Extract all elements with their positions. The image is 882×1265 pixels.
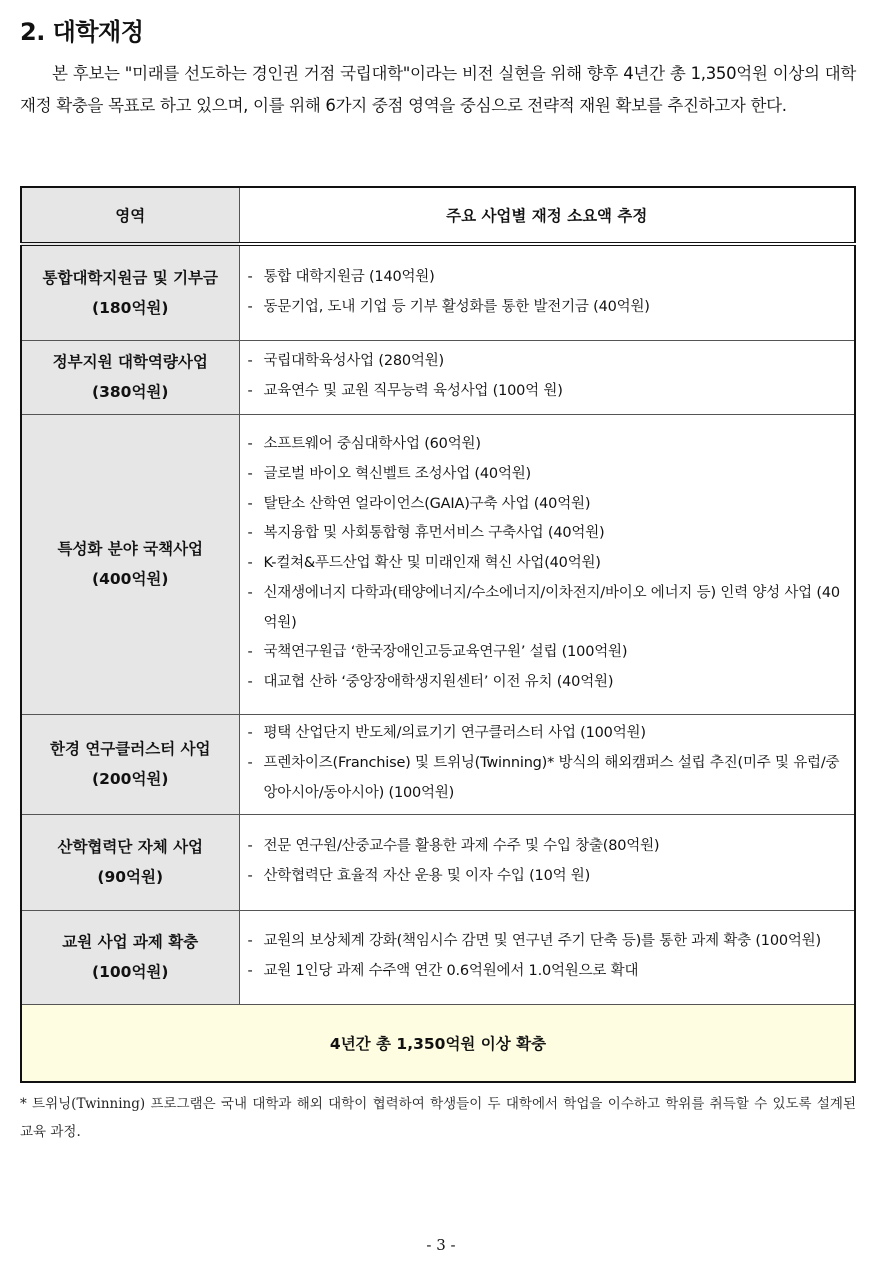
bullet-dash: - bbox=[247, 933, 253, 950]
area-cell bbox=[21, 910, 239, 1004]
item-text: 교육연수 및 교원 직무능력 육성사업 (100억 원) bbox=[263, 383, 563, 399]
bullet-dash: - bbox=[247, 673, 253, 690]
bullet-dash: - bbox=[247, 495, 253, 512]
items-cell bbox=[239, 714, 855, 814]
item-text: 평택 산업단지 반도체/의료기기 연구클러스터 사업 (100억원) bbox=[263, 725, 646, 742]
list-item bbox=[248, 638, 847, 668]
bullet-dash: - bbox=[247, 838, 253, 855]
bullet-dash: - bbox=[247, 868, 253, 884]
list-item bbox=[248, 519, 847, 549]
section-title: 2. 대학재정 bbox=[20, 18, 144, 46]
item-text: 소프트웨어 중심대학사업 (60억원) bbox=[263, 436, 481, 453]
item-text: 교원의 보상체계 강화(책임시수 감면 및 연구년 주기 단축 등)를 통한 과제 확충 (100억원) bbox=[263, 933, 821, 950]
area-name: 한경 연구클러스터 사업 bbox=[49, 740, 211, 758]
item-list bbox=[248, 927, 847, 986]
item-list bbox=[248, 347, 847, 406]
list-item bbox=[248, 549, 847, 579]
list-item bbox=[248, 293, 847, 323]
list-item bbox=[248, 927, 847, 957]
item-text: K-컬쳐&푸드산업 확산 및 미래인재 혁신 사업(40억원) bbox=[263, 555, 601, 572]
table-body bbox=[21, 244, 855, 1004]
area-cell bbox=[21, 244, 239, 340]
bullet-dash: - bbox=[247, 555, 253, 572]
list-item bbox=[248, 430, 847, 460]
bullet-dash: - bbox=[247, 383, 253, 399]
item-text: 국책연구원급 ‘한국장애인고등교육연구원’ 설립 (100억원) bbox=[263, 644, 628, 661]
bullet-dash: - bbox=[247, 353, 253, 370]
item-text: 산학협력단 효율적 자산 운용 및 이자 수입 (10억 원) bbox=[263, 868, 591, 884]
item-text: 글로벌 바이오 혁신벨트 조성사업 (40억원) bbox=[263, 466, 532, 483]
list-item bbox=[248, 862, 847, 892]
item-text: 국립대학육성사업 (280억원) bbox=[263, 353, 444, 370]
bullet-dash: - bbox=[247, 755, 253, 772]
list-item bbox=[248, 832, 847, 862]
table-header-row bbox=[21, 187, 855, 244]
intro-paragraph: 본 후보는 "미래를 선도하는 경인권 거점 국립대학"이라는 비전 실현을 위해 향후 4년간 총 1,350억원 이상의 대학 재정 확충을 목표로 하고 있으며, 이를 위해 6가지 중점 영역을 중심으로 전략적 재원 확보를 추진하고자 한다. bbox=[20, 64, 856, 115]
item-text: 프렌차이즈(Franchise) 및 트위닝(Twinning)* 방식의 해외캠퍼스 설립 추진(미주 및 유럽/중앙아시아/동아시아) (100억원) bbox=[263, 755, 840, 801]
area-cell bbox=[21, 414, 239, 714]
total-summary: 4년간 총 1,350억원 이상 확충 bbox=[21, 1004, 855, 1082]
item-text: 교원 1인당 과제 수주액 연간 0.6억원에서 1.0억원으로 확대 bbox=[263, 963, 639, 979]
footnote: * 트위닝(Twinning) 프로그램은 국내 대학과 해외 대학이 협력하여 학생들이 두 대학에서 학업을 이수하고 학위를 취득할 수 있도록 설계된 교육 과정. bbox=[20, 1096, 856, 1140]
item-text: 신재생에너지 다학과(태양에너지/수소에너지/이차전지/바이오 에너지 등) 인력 양성 사업 (40억원) bbox=[263, 584, 840, 631]
item-list bbox=[248, 719, 847, 808]
list-item bbox=[248, 749, 847, 808]
area-cell bbox=[21, 714, 239, 814]
bullet-dash: - bbox=[247, 963, 253, 979]
table-row bbox=[21, 244, 855, 340]
list-item bbox=[248, 460, 847, 490]
area-amount: (100억원) bbox=[92, 963, 169, 981]
page-number: - 3 - bbox=[426, 1236, 456, 1254]
items-cell bbox=[239, 910, 855, 1004]
area-amount: (90억원) bbox=[97, 868, 164, 886]
items-cell bbox=[239, 414, 855, 714]
area-name: 산학협력단 자체 사업 bbox=[57, 838, 204, 856]
area-amount: (200억원) bbox=[92, 770, 169, 788]
area-amount: (180억원) bbox=[92, 298, 169, 317]
item-text: 동문기업, 도내 기업 등 기부 활성화를 통한 발전기금 (40억원) bbox=[263, 298, 650, 315]
table-row bbox=[21, 414, 855, 714]
area-name: 정부지원 대학역량사업 bbox=[52, 353, 208, 371]
item-list bbox=[248, 832, 847, 891]
list-item bbox=[248, 490, 847, 520]
area-name: 특성화 분야 국책사업 bbox=[57, 540, 204, 558]
area-amount: (400억원) bbox=[92, 570, 169, 588]
item-text: 전문 연구원/산중교수를 활용한 과제 수주 및 수입 창출(80억원) bbox=[263, 838, 660, 855]
table-row bbox=[21, 340, 855, 414]
items-cell bbox=[239, 244, 855, 340]
item-text: 복지융합 및 사회통합형 휴먼서비스 구축사업 (40억원) bbox=[263, 525, 605, 542]
bullet-dash: - bbox=[247, 466, 253, 483]
area-cell bbox=[21, 814, 239, 910]
bullet-dash: - bbox=[247, 436, 253, 453]
table-row bbox=[21, 714, 855, 814]
finance-table bbox=[20, 186, 856, 1083]
bullet-dash: - bbox=[247, 269, 253, 286]
list-item bbox=[248, 377, 847, 407]
list-item bbox=[248, 668, 847, 698]
items-cell bbox=[239, 340, 855, 414]
area-name: 통합대학지원금 및 기부금 bbox=[42, 268, 218, 287]
area-name: 교원 사업 과제 확충 bbox=[62, 933, 199, 951]
header-area: 영역 bbox=[21, 187, 239, 244]
list-item bbox=[248, 957, 847, 987]
bullet-dash: - bbox=[247, 644, 253, 661]
area-cell bbox=[21, 340, 239, 414]
bullet-dash: - bbox=[247, 725, 253, 742]
item-text: 대교협 산하 ‘중앙장애학생지원센터’ 이전 유치 (40억원) bbox=[263, 673, 614, 690]
table-row bbox=[21, 814, 855, 910]
total-row bbox=[21, 1004, 855, 1082]
bullet-dash: - bbox=[247, 584, 253, 601]
items-cell bbox=[239, 814, 855, 910]
list-item bbox=[248, 263, 847, 293]
list-item bbox=[248, 347, 847, 377]
bullet-dash: - bbox=[247, 525, 253, 542]
area-amount: (380억원) bbox=[92, 383, 169, 401]
list-item bbox=[248, 719, 847, 749]
header-items: 주요 사업별 재정 소요액 추정 bbox=[239, 187, 855, 244]
item-text: 탈탄소 산학연 얼라이언스(GAIA)구축 사업 (40억원) bbox=[263, 495, 591, 512]
table-row bbox=[21, 910, 855, 1004]
bullet-dash: - bbox=[247, 298, 253, 315]
item-text: 통합 대학지원금 (140억원) bbox=[263, 269, 435, 286]
list-item bbox=[248, 579, 847, 638]
item-list bbox=[248, 430, 847, 697]
item-list bbox=[248, 263, 847, 322]
